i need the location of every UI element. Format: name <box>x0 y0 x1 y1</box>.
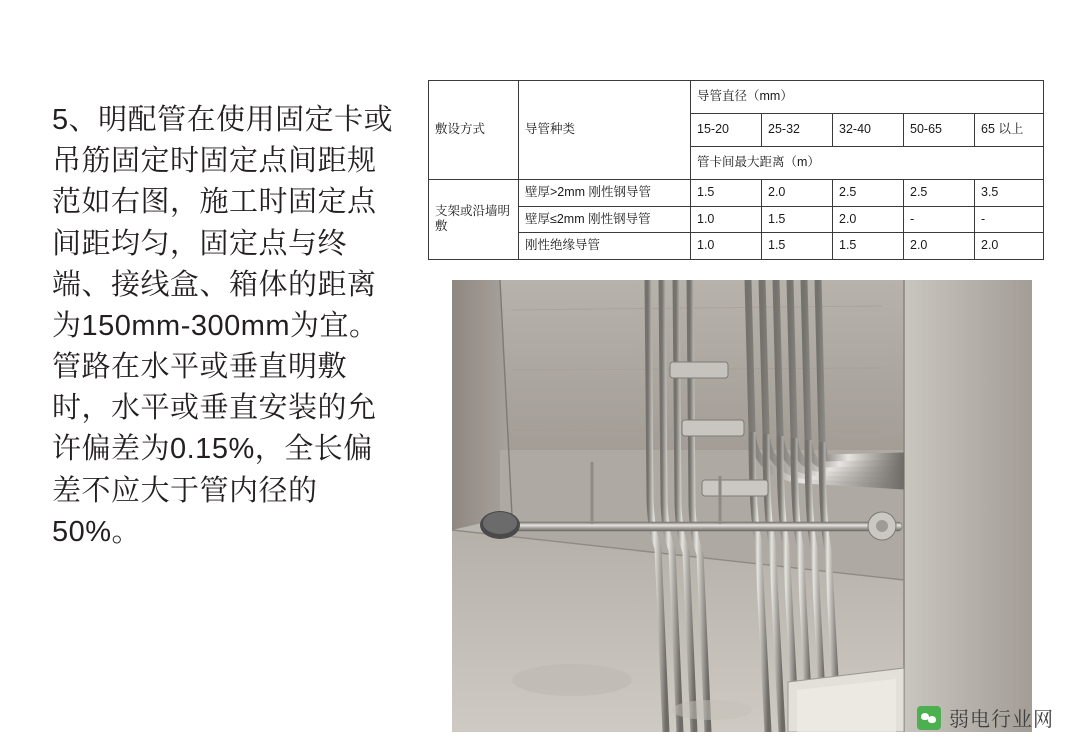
spec-table-container <box>428 80 1043 260</box>
watermark-label: 弱电行业网 <box>949 709 1054 731</box>
watermark <box>917 703 1054 732</box>
header-size-32-40: 32-40 <box>833 114 904 147</box>
site-photo <box>452 280 1032 732</box>
header-max-clamp-distance: 管卡间最大距离（m） <box>691 147 1044 180</box>
row-type-steel-le2mm: 壁厚≤2mm 刚性钢导管 <box>519 206 691 233</box>
table-row <box>429 180 1044 207</box>
header-size-65-plus: 65 以上 <box>975 114 1044 147</box>
row-method-wall-mounted: 支架或沿墙明敷 <box>429 180 519 260</box>
header-size-50-65: 50-65 <box>904 114 975 147</box>
table-row <box>429 233 1044 260</box>
cell-r3c4: 2.0 <box>904 233 975 260</box>
row-type-steel-gt2mm: 壁厚>2mm 刚性钢导管 <box>519 180 691 207</box>
cell-r1c1: 1.5 <box>691 180 762 207</box>
header-size-15-20: 15-20 <box>691 114 762 147</box>
cell-r3c5: 2.0 <box>975 233 1044 260</box>
table-row <box>429 206 1044 233</box>
cell-r2c5: - <box>975 206 1044 233</box>
cell-r2c1: 1.0 <box>691 206 762 233</box>
slide-body-text: 5、明配管在使用固定卡或吊筋固定时固定点间距规范如右图，施工时固定点间距均匀，固定点与终端、接线盒、箱体的距离为150mm-300mm为宜。管路在水平或垂直明敷时，水平或垂直安装的允许偏差为0.15%，全长偏差不应大于管内径的50%。 <box>52 104 394 548</box>
header-conduit-diameter: 导管直径（mm） <box>691 81 1044 114</box>
cell-r2c3: 2.0 <box>833 206 904 233</box>
cell-r1c2: 2.0 <box>762 180 833 207</box>
header-conduit-type: 导管种类 <box>519 81 691 180</box>
cell-r1c3: 2.5 <box>833 180 904 207</box>
wechat-logo-icon <box>917 706 941 730</box>
cell-r2c2: 1.5 <box>762 206 833 233</box>
cell-r1c4: 2.5 <box>904 180 975 207</box>
cell-r3c2: 1.5 <box>762 233 833 260</box>
cell-r1c5: 3.5 <box>975 180 1044 207</box>
cell-r3c3: 1.5 <box>833 233 904 260</box>
header-method: 敷设方式 <box>429 81 519 180</box>
header-size-25-32: 25-32 <box>762 114 833 147</box>
row-type-rigid-insulated: 刚性绝缘导管 <box>519 233 691 260</box>
cell-r3c1: 1.0 <box>691 233 762 260</box>
spec-table <box>428 80 1044 260</box>
table-header-row-1 <box>429 81 1044 114</box>
cell-r2c4: - <box>904 206 975 233</box>
